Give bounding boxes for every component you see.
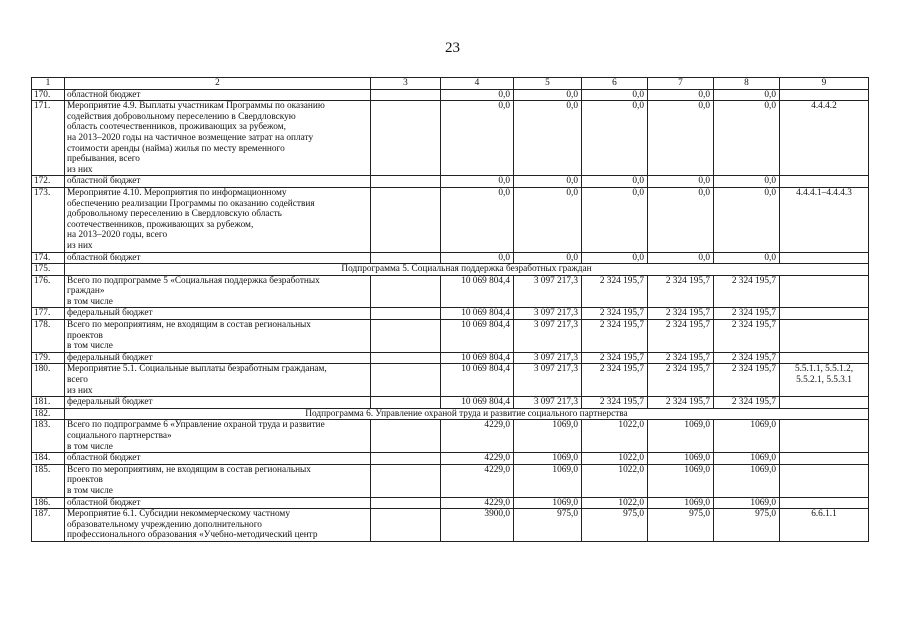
value-col8: 0,0 <box>714 89 780 101</box>
value-col6: 0,0 <box>582 252 648 264</box>
value-col6: 2 324 195,7 <box>582 320 648 353</box>
table-row <box>32 320 869 353</box>
value-col7: 2 324 195,7 <box>648 397 714 409</box>
subprogram-heading: Подпрограмма 6. Управление охраной труда и развитие социального партнерства <box>65 408 869 420</box>
row-number: 186. <box>32 497 65 509</box>
table-row <box>32 453 869 465</box>
table-row <box>32 275 869 308</box>
row-number: 178. <box>32 320 65 353</box>
value-col7: 2 324 195,7 <box>648 320 714 353</box>
value-col6: 1022,0 <box>582 497 648 509</box>
col3-cell <box>371 308 441 320</box>
row-description: областной бюджет <box>65 497 371 509</box>
value-col5: 0,0 <box>514 187 582 252</box>
target-indicator-ref <box>780 89 869 101</box>
header-cell: 7 <box>648 78 714 90</box>
value-col6: 0,0 <box>582 176 648 188</box>
header-cell: 5 <box>514 78 582 90</box>
value-col6: 975,0 <box>582 509 648 542</box>
page-number: 23 <box>445 40 460 56</box>
header-row <box>32 78 869 90</box>
value-col8: 0,0 <box>714 176 780 188</box>
target-indicator-ref <box>780 464 869 497</box>
col3-cell <box>371 420 441 453</box>
value-col7: 0,0 <box>648 89 714 101</box>
target-indicator-ref <box>780 397 869 409</box>
value-col7: 2 324 195,7 <box>648 364 714 397</box>
value-col7: 0,0 <box>648 187 714 252</box>
value-col5: 0,0 <box>514 89 582 101</box>
table-row <box>32 308 869 320</box>
value-total: 10 069 804,4 <box>441 275 514 308</box>
value-col5: 0,0 <box>514 101 582 176</box>
row-number: 180. <box>32 364 65 397</box>
value-col5: 3 097 217,3 <box>514 352 582 364</box>
table-row <box>32 509 869 542</box>
value-total: 10 069 804,4 <box>441 397 514 409</box>
value-col7: 2 324 195,7 <box>648 352 714 364</box>
row-number: 175. <box>32 264 65 276</box>
table-row <box>32 464 869 497</box>
value-col5: 975,0 <box>514 509 582 542</box>
target-indicator-ref <box>780 320 869 353</box>
row-number: 173. <box>32 187 65 252</box>
header-cell: 4 <box>441 78 514 90</box>
row-number: 171. <box>32 101 65 176</box>
value-col8: 1069,0 <box>714 420 780 453</box>
value-total: 10 069 804,4 <box>441 308 514 320</box>
header-cell: 3 <box>371 78 441 90</box>
value-col5: 3 097 217,3 <box>514 364 582 397</box>
value-col8: 2 324 195,7 <box>714 275 780 308</box>
subprogram-heading: Подпрограмма 5. Социальная поддержка безработных граждан <box>65 264 869 276</box>
value-col6: 0,0 <box>582 187 648 252</box>
row-description: областной бюджет <box>65 453 371 465</box>
row-number: 170. <box>32 89 65 101</box>
target-indicator-ref: 4.4.4.1–4.4.4.3 <box>780 187 869 252</box>
target-indicator-ref <box>780 420 869 453</box>
value-total: 4229,0 <box>441 453 514 465</box>
value-col5: 3 097 217,3 <box>514 275 582 308</box>
value-col8: 2 324 195,7 <box>714 320 780 353</box>
col3-cell <box>371 176 441 188</box>
value-col8: 975,0 <box>714 509 780 542</box>
value-col6: 0,0 <box>582 101 648 176</box>
row-description: областной бюджет <box>65 252 371 264</box>
col3-cell <box>371 509 441 542</box>
table-row <box>32 252 869 264</box>
value-col5: 3 097 217,3 <box>514 308 582 320</box>
value-total: 4229,0 <box>441 464 514 497</box>
row-number: 176. <box>32 275 65 308</box>
value-col7: 975,0 <box>648 509 714 542</box>
value-col6: 1022,0 <box>582 464 648 497</box>
value-col8: 0,0 <box>714 101 780 176</box>
col3-cell <box>371 464 441 497</box>
value-col7: 1069,0 <box>648 464 714 497</box>
value-col6: 2 324 195,7 <box>582 352 648 364</box>
value-total: 10 069 804,4 <box>441 320 514 353</box>
table-row <box>32 497 869 509</box>
row-number: 185. <box>32 464 65 497</box>
row-description: Всего по подпрограмме 5 «Социальная поддержка безработных граждан» в том числе <box>65 275 371 308</box>
value-col8: 1069,0 <box>714 464 780 497</box>
target-indicator-ref <box>780 308 869 320</box>
value-col5: 1069,0 <box>514 420 582 453</box>
value-total: 0,0 <box>441 89 514 101</box>
value-col6: 2 324 195,7 <box>582 397 648 409</box>
row-number: 174. <box>32 252 65 264</box>
col3-cell <box>371 364 441 397</box>
row-description: Всего по мероприятиям, не входящим в состав региональных проектов в том числе <box>65 464 371 497</box>
value-col7: 1069,0 <box>648 453 714 465</box>
target-indicator-ref <box>780 352 869 364</box>
value-total: 10 069 804,4 <box>441 352 514 364</box>
value-col6: 1022,0 <box>582 420 648 453</box>
row-description: Всего по подпрограмме 6 «Управление охраной труда и развитие социального партнерства» в том числе <box>65 420 371 453</box>
col3-cell <box>371 497 441 509</box>
value-col8: 2 324 195,7 <box>714 364 780 397</box>
row-number: 183. <box>32 420 65 453</box>
value-col6: 0,0 <box>582 89 648 101</box>
row-description: Мероприятие 4.10. Мероприятия по информационному обеспечению реализации Программы по оказанию содействия добровольному переселению в Свердловскую область соотечественников, проживающих за рубежом, на 2013–2020 годы, всего из них <box>65 187 371 252</box>
row-number: 172. <box>32 176 65 188</box>
target-indicator-ref: 4.4.4.2 <box>780 101 869 176</box>
value-col6: 1022,0 <box>582 453 648 465</box>
row-number: 179. <box>32 352 65 364</box>
value-col5: 0,0 <box>514 252 582 264</box>
value-col7: 0,0 <box>648 252 714 264</box>
row-number: 182. <box>32 408 65 420</box>
target-indicator-ref <box>780 453 869 465</box>
value-total: 0,0 <box>441 252 514 264</box>
value-col5: 0,0 <box>514 176 582 188</box>
row-description: федеральный бюджет <box>65 352 371 364</box>
value-total: 0,0 <box>441 187 514 252</box>
value-total: 10 069 804,4 <box>441 364 514 397</box>
value-total: 3900,0 <box>441 509 514 542</box>
col3-cell <box>371 397 441 409</box>
row-description: Мероприятие 4.9. Выплаты участникам Программы по оказанию содействия добровольному переселению в Свердловскую область соотечественников, проживающих за рубежом, на 2013–2020 годы на частичное возмещение затрат на оплату стоимости аренды (найма) жилья по месту временного пребывания, всего из них <box>65 101 371 176</box>
table-row <box>32 89 869 101</box>
value-col5: 1069,0 <box>514 453 582 465</box>
row-description: федеральный бюджет <box>65 308 371 320</box>
col3-cell <box>371 89 441 101</box>
col3-cell <box>371 352 441 364</box>
row-description: Всего по мероприятиям, не входящим в состав региональных проектов в том числе <box>65 320 371 353</box>
col3-cell <box>371 320 441 353</box>
target-indicator-ref <box>780 252 869 264</box>
target-indicator-ref <box>780 497 869 509</box>
row-description: областной бюджет <box>65 89 371 101</box>
value-col8: 2 324 195,7 <box>714 308 780 320</box>
value-col5: 3 097 217,3 <box>514 320 582 353</box>
value-col8: 2 324 195,7 <box>714 397 780 409</box>
value-col8: 0,0 <box>714 187 780 252</box>
value-col5: 1069,0 <box>514 464 582 497</box>
row-description: областной бюджет <box>65 176 371 188</box>
target-indicator-ref <box>780 176 869 188</box>
col3-cell <box>371 453 441 465</box>
value-col7: 2 324 195,7 <box>648 275 714 308</box>
value-total: 4229,0 <box>441 497 514 509</box>
row-description: Мероприятие 6.1. Субсидии некоммерческому частному образовательному учреждению дополнительного профессионального образования «Учебно-методический центр <box>65 509 371 542</box>
table-row <box>32 352 869 364</box>
row-number: 184. <box>32 453 65 465</box>
value-col6: 2 324 195,7 <box>582 308 648 320</box>
value-col6: 2 324 195,7 <box>582 275 648 308</box>
value-col7: 1069,0 <box>648 420 714 453</box>
header-cell: 2 <box>65 78 371 90</box>
budget-table <box>31 77 869 542</box>
target-indicator-ref: 6.6.1.1 <box>780 509 869 542</box>
target-indicator-ref <box>780 275 869 308</box>
target-indicator-ref: 5.5.1.1, 5.5.1.2, 5.5.2.1, 5.5.3.1 <box>780 364 869 397</box>
header-cell: 1 <box>32 78 65 90</box>
value-total: 0,0 <box>441 176 514 188</box>
table-row <box>32 420 869 453</box>
header-cell: 8 <box>714 78 780 90</box>
col3-cell <box>371 275 441 308</box>
col3-cell <box>371 187 441 252</box>
table-row <box>32 408 869 420</box>
table-row <box>32 176 869 188</box>
col3-cell <box>371 252 441 264</box>
header-cell: 6 <box>582 78 648 90</box>
value-col8: 0,0 <box>714 252 780 264</box>
header-cell: 9 <box>780 78 869 90</box>
value-col7: 0,0 <box>648 101 714 176</box>
value-total: 4229,0 <box>441 420 514 453</box>
value-col5: 3 097 217,3 <box>514 397 582 409</box>
row-number: 181. <box>32 397 65 409</box>
row-description: федеральный бюджет <box>65 397 371 409</box>
table-row <box>32 101 869 176</box>
row-number: 187. <box>32 509 65 542</box>
table-row <box>32 397 869 409</box>
value-col7: 1069,0 <box>648 497 714 509</box>
value-col7: 0,0 <box>648 176 714 188</box>
value-col8: 2 324 195,7 <box>714 352 780 364</box>
table-row <box>32 264 869 276</box>
value-col8: 1069,0 <box>714 497 780 509</box>
row-number: 177. <box>32 308 65 320</box>
row-description: Мероприятие 5.1. Социальные выплаты безработным гражданам, всего из них <box>65 364 371 397</box>
value-col7: 2 324 195,7 <box>648 308 714 320</box>
value-col6: 2 324 195,7 <box>582 364 648 397</box>
table-row <box>32 364 869 397</box>
col3-cell <box>371 101 441 176</box>
value-total: 0,0 <box>441 101 514 176</box>
value-col5: 1069,0 <box>514 497 582 509</box>
value-col8: 1069,0 <box>714 453 780 465</box>
table-row <box>32 187 869 252</box>
